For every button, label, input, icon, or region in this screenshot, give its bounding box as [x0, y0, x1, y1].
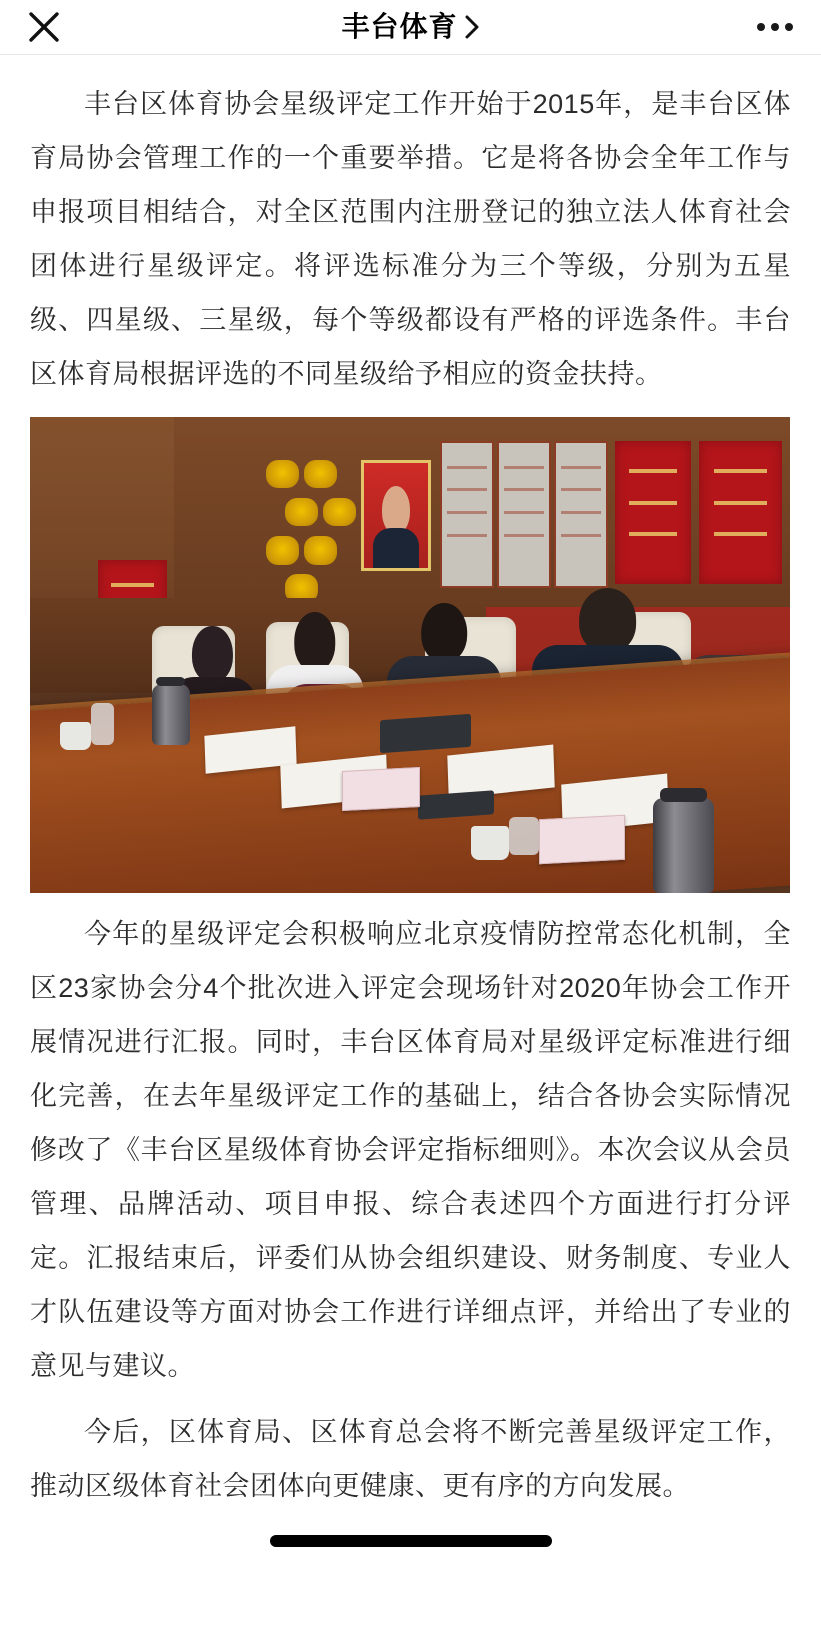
home-indicator — [270, 1535, 552, 1547]
close-icon[interactable] — [24, 7, 64, 47]
article-paragraph: 今年的星级评定会积极响应北京疫情防控常态化机制，全区23家协会分4个批次进入评定会现场针对2020年协会工作开展情况进行汇报。同时，丰台区体育局对星级评定标准进行细化完善，在去年星级评定工作的基础上，结合各协会实际情况修改了《丰台区星级体育协会评定指标细则》。本次会议从会员管理、品牌活动、项目申报、综合表述四个方面进行打分评定。汇报结束后，评委们从协会组织建设、财务制度、专业人才队伍建设等方面对协会工作进行详细点评，并给出了专业的意见与建议。 — [30, 919, 791, 1381]
article-paragraph: 今后，区体育局、区体育总会将不断完善星级评定工作，推动区级体育社会团体向更健康、更有序的方向发展。 — [30, 1417, 791, 1501]
chevron-right-icon — [464, 14, 480, 40]
more-dot — [757, 23, 765, 31]
top-navigation-bar — [0, 0, 821, 55]
home-indicator-area — [0, 1513, 821, 1547]
account-title-button[interactable] — [341, 13, 479, 41]
page-title: 丰台体育 — [341, 11, 458, 42]
article-body — [0, 55, 821, 1513]
more-options-icon[interactable] — [755, 15, 795, 39]
meeting-photo — [30, 417, 790, 893]
more-dot — [785, 23, 793, 31]
article-paragraph: 丰台区体育协会星级评定工作开始于2015年，是丰台区体育局协会管理工作的一个重要举措。它是将各协会全年工作与申报项目相结合，对全区范围内注册登记的独立法人体育社会团体进行星级评定。将评选标准分为三个等级，分别为五星级、四星级、三星级，每个等级都设有严格的评选条件。丰台区体育局根据评选的不同星级给予相应的资金扶持。 — [30, 89, 791, 389]
more-dot — [771, 23, 779, 31]
